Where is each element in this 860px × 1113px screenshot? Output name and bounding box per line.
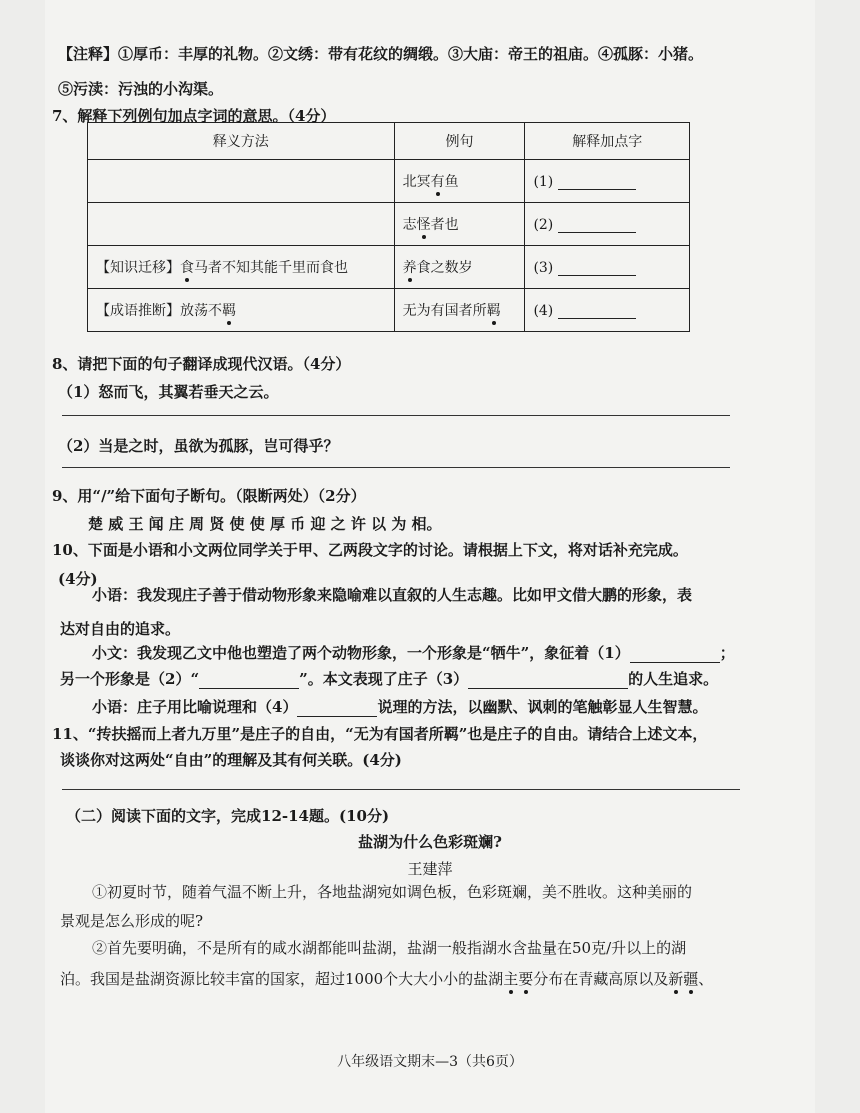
answer-blank-1[interactable]	[558, 173, 636, 190]
answer-line[interactable]	[62, 467, 730, 468]
article-para1-a: ①初夏时节，随着气温不断上升，各地盐湖宛如调色板，色彩斑斓，美不胜收。这种美丽的	[92, 883, 693, 901]
q8-sentence-1: （1）怒而飞，其翼若垂天之云。	[58, 383, 279, 401]
q7-row1-answer[interactable]: (1)	[525, 160, 690, 203]
q7-row2-example: 志怪者也	[394, 203, 525, 246]
answer-blank[interactable]	[297, 700, 377, 717]
q10-prompt-2: (4分)	[58, 570, 98, 588]
emphasis-dot-char: 怪	[417, 214, 431, 234]
q7-row2-method	[88, 203, 395, 246]
q10-prompt-1: 10、下面是小语和小文两位同学关于甲、乙两段文字的讨论。请根据上下文，将对话补充完成。	[52, 541, 688, 559]
answer-blank-2[interactable]	[558, 216, 636, 233]
answer-blank[interactable]	[468, 672, 628, 689]
notes-line-1: 【注释】①厚币：丰厚的礼物。②文绣：带有花纹的绸缎。③大庙：帝王的祖庙。④孤豚：小猪。	[58, 45, 704, 63]
emphasis-dot-char: 主	[503, 970, 519, 988]
scan-margin-left	[0, 0, 45, 1113]
article-para2-a: ②首先要明确，不是所有的咸水湖都能叫盐湖，盐湖一般指湖水含盐量在50克/升以上的湖	[92, 939, 687, 957]
emphasis-dot-char: 有	[431, 171, 445, 191]
emphasis-dot-char: 羁	[222, 300, 236, 320]
answer-line[interactable]	[62, 789, 740, 790]
q7-table	[87, 122, 690, 332]
scan-margin-right	[815, 0, 860, 1113]
answer-blank[interactable]	[199, 672, 299, 689]
page-footer: 八年级语文期末—3（共6页）	[337, 1054, 523, 1070]
emphasis-dot-char: 疆	[683, 970, 699, 988]
q9-prompt: 9、用“/”给下面句子断句。（限断两处）（2分）	[52, 487, 366, 505]
article-para2-b: 泊。我国是盐湖资源比较丰富的国家，超过1000个大大小小的盐湖主要分布在青藏高原以及新疆、	[60, 970, 714, 988]
emphasis-dot-char: 羁	[487, 300, 501, 320]
q9-sentence: 楚 威 王 闻 庄 周 贤 使 使 厚 币 迎 之 许 以 为 相。	[88, 515, 442, 533]
answer-blank-4[interactable]	[558, 302, 636, 319]
emphasis-dot-char: 食	[180, 257, 194, 277]
emphasis-dot-char: 要	[518, 970, 534, 988]
q10-para2-a: 小文：我发现乙文中他也塑造了两个动物形象，一个形象是“牺牛”，象征着（1） ；	[92, 644, 735, 662]
emphasis-dot-char: 养	[403, 257, 417, 277]
q11-line-1: 11、“抟扶摇而上者九万里”是庄子的自由，“无为有国者所羁”也是庄子的自由。请结合上述文本，	[52, 725, 708, 743]
q7-row4-example: 无为有国者所羁	[394, 289, 525, 332]
answer-blank[interactable]	[630, 646, 720, 663]
q7-row4-method: 【成语推断】放荡不羁	[88, 289, 395, 332]
q7-prompt: 7、解释下列例句加点字词的意思。（4分）	[52, 107, 336, 125]
q7-header-method: 释义方法	[88, 123, 395, 160]
q8-prompt: 8、请把下面的句子翻译成现代汉语。（4分）	[52, 355, 351, 373]
notes-line-2: ⑤污渎：污浊的小沟渠。	[58, 80, 224, 98]
q7-row3-example: 养食之数岁	[394, 246, 525, 289]
q7-row3-method: 【知识迁移】食马者不知其能千里而食也	[88, 246, 395, 289]
article-title: 盐湖为什么色彩斑斓?	[358, 833, 502, 851]
q10-para1-b: 达对自由的追求。	[60, 620, 181, 638]
article-author: 王建萍	[407, 860, 453, 878]
q7-row3-answer[interactable]: (3)	[525, 246, 690, 289]
section2-heading: （二）阅读下面的文字，完成12-14题。(10分)	[66, 807, 390, 825]
q7-header-answer: 解释加点字	[525, 123, 690, 160]
answer-line[interactable]	[62, 415, 730, 416]
q11-line-2: 谈谈你对这两处“自由”的理解及其有何关联。(4分)	[60, 751, 402, 769]
q10-para3: 小语：庄子用比喻说理和（4） 说理的方法，以幽默、讽刺的笔触彰显人生智慧。	[92, 698, 708, 716]
answer-blank-3[interactable]	[558, 259, 636, 276]
q7-row4-answer[interactable]: (4)	[525, 289, 690, 332]
q8-sentence-2: （2）当是之时，虽欲为孤豚，岂可得乎？	[58, 437, 339, 455]
article-para1-b: 景观是怎么形成的呢?	[60, 912, 204, 930]
q7-row1-method	[88, 160, 395, 203]
emphasis-dot-char: 新	[668, 970, 684, 988]
q7-row1-example: 北冥有鱼	[394, 160, 525, 203]
q7-header-example: 例句	[394, 123, 525, 160]
q10-para2-b: 另一个形象是（2）“ ”。本文表现了庄子（3） 的人生追求。	[60, 670, 719, 688]
q7-row2-answer[interactable]: (2)	[525, 203, 690, 246]
q10-para1-a: 小语：我发现庄子善于借动物形象来隐喻难以直叙的人生志趣。比如甲文借大鹏的形象，表	[92, 586, 693, 604]
